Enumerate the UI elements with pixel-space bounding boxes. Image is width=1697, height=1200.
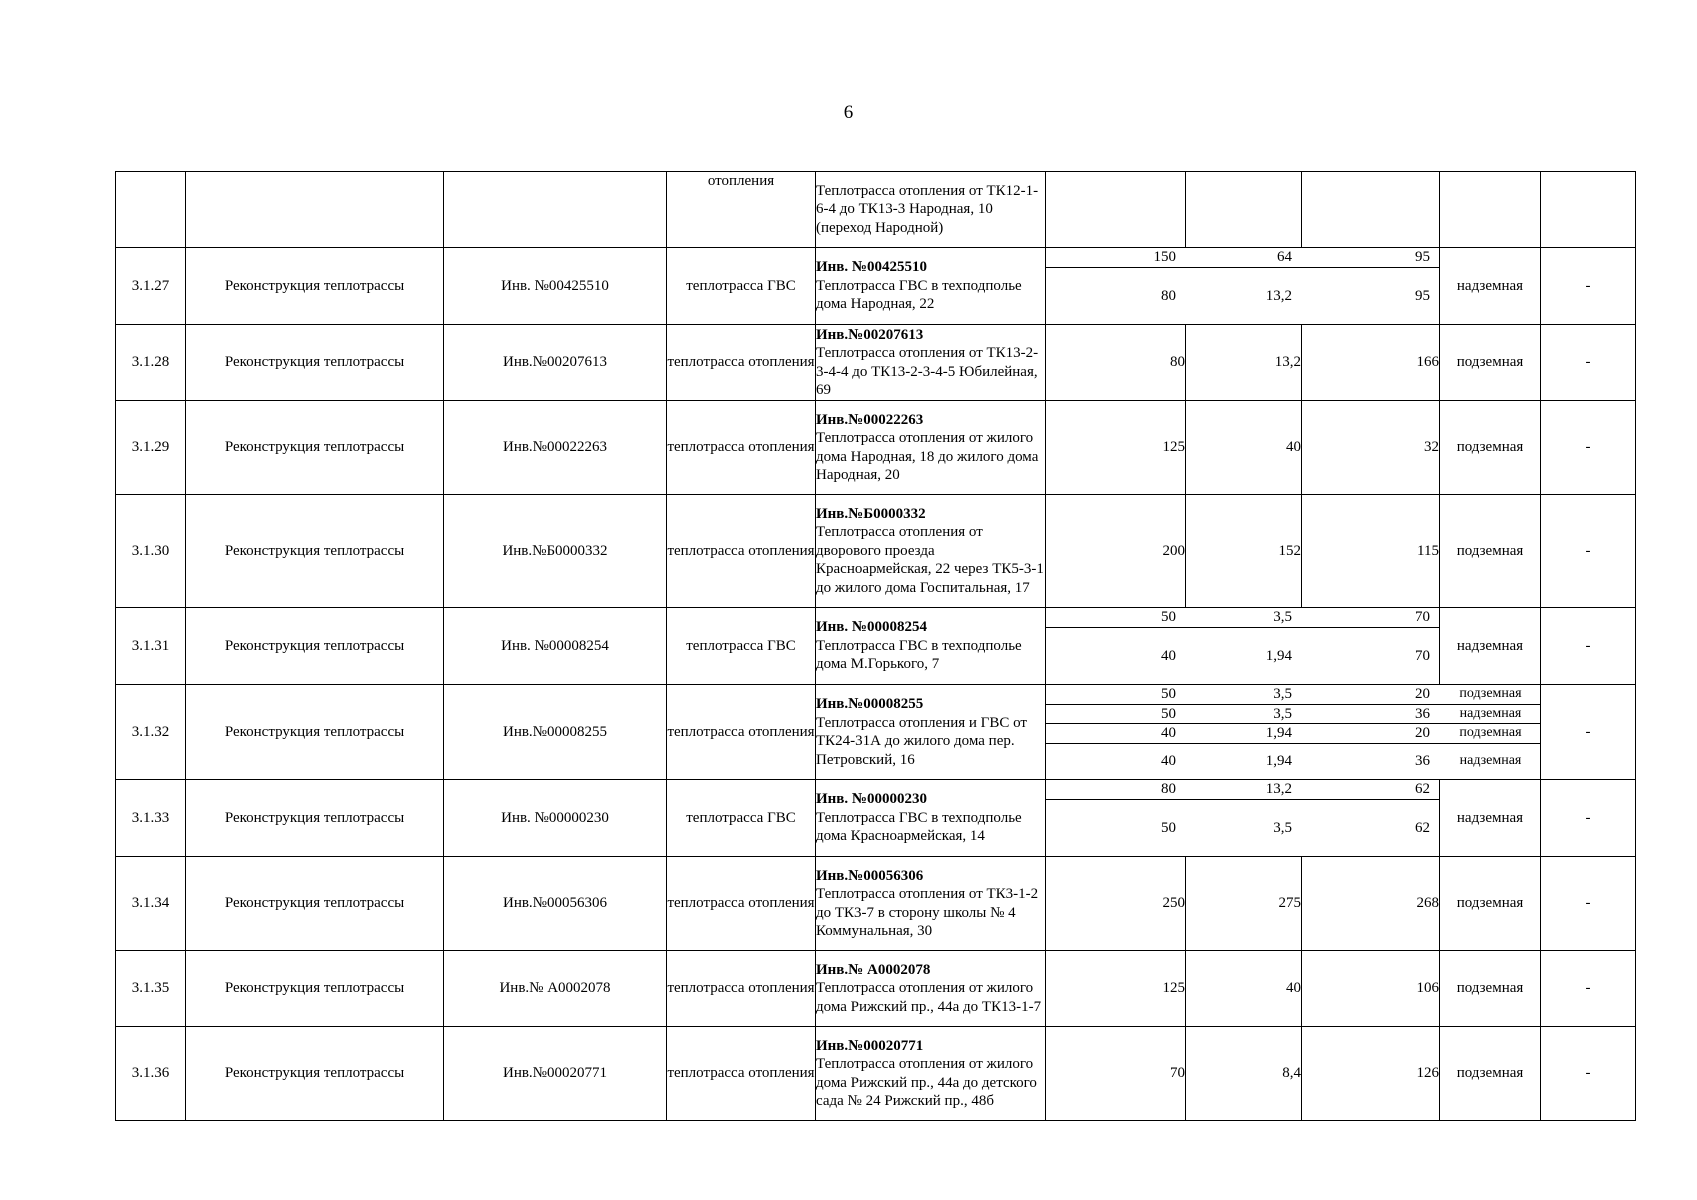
- length: 62: [1302, 780, 1440, 799]
- placement: надземная: [1440, 608, 1541, 685]
- pipe-segments: [1046, 780, 1440, 857]
- table-row: [116, 495, 1636, 608]
- segment-row: [1046, 799, 1440, 856]
- cell-no: [116, 172, 186, 248]
- dash-cell: -: [1541, 248, 1636, 325]
- diameter: 250: [1046, 857, 1186, 951]
- s-value: 1,94: [1265, 647, 1292, 664]
- cell-type: отопления: [667, 172, 816, 248]
- description: [816, 951, 1046, 1027]
- table-row: [116, 780, 1636, 857]
- description-text: Теплотрасса отопления и ГВС от ТК24-31А до жилого дома пер. Петровский, 16: [816, 714, 1027, 768]
- work-name: Реконструкция теплотрассы: [186, 780, 444, 857]
- row-number: 3.1.32: [116, 685, 186, 780]
- reconstruction-table: [115, 171, 1636, 1121]
- s-value: 13,2: [1186, 780, 1302, 799]
- dash-cell: -: [1541, 780, 1636, 857]
- work-name: Реконструкция теплотрассы: [186, 857, 444, 951]
- row-number: 3.1.30: [116, 495, 186, 608]
- table-row: [116, 248, 1636, 325]
- row-number: 3.1.27: [116, 248, 186, 325]
- placement: надземная: [1459, 753, 1522, 768]
- pipe-segments: [1046, 608, 1440, 685]
- dash-cell: -: [1541, 608, 1636, 685]
- diameter: 125: [1046, 401, 1186, 495]
- description: [816, 1027, 1046, 1121]
- segment-row: [1046, 248, 1440, 267]
- cell-placement: [1440, 172, 1541, 248]
- inventory-number: Инв.№00022263: [444, 401, 667, 495]
- row-number: 3.1.36: [116, 1027, 186, 1121]
- length: 20: [1302, 685, 1440, 704]
- work-name: Реконструкция теплотрассы: [186, 1027, 444, 1121]
- placement: подземная: [1440, 685, 1541, 704]
- description: [816, 325, 1046, 401]
- segment-row: [1046, 724, 1541, 744]
- cell-desc: Теплотрасса отопления от ТК12-1-6-4 до ТК13-3 Народная, 10 (переход Народной): [816, 172, 1046, 248]
- segment-row: [1046, 608, 1440, 627]
- segment-row: [1046, 704, 1541, 724]
- row-number: 3.1.35: [116, 951, 186, 1027]
- network-type: теплотрасса ГВС: [667, 780, 816, 857]
- diameter: 50: [1161, 819, 1176, 836]
- length: 20: [1302, 724, 1440, 744]
- network-type: теплотрасса отопления: [667, 951, 816, 1027]
- work-name: Реконструкция теплотрассы: [186, 325, 444, 401]
- cell-s: [1186, 172, 1302, 248]
- placement: надземная: [1440, 780, 1541, 857]
- s-value: 3,5: [1186, 608, 1302, 627]
- cell-dash: [1541, 172, 1636, 248]
- placement: подземная: [1440, 951, 1541, 1027]
- network-type: теплотрасса отопления: [667, 1027, 816, 1121]
- description-text: Теплотрасса отопления от жилого дома Рижский пр., 44а до детского сада № 24 Рижский пр., 48б: [816, 1056, 1037, 1109]
- length: 95: [1415, 287, 1430, 304]
- segment-row: [1046, 685, 1541, 704]
- description-inv: Инв.№ А0002078: [816, 961, 931, 978]
- diameter: 125: [1046, 951, 1186, 1027]
- segment-row: [1046, 743, 1541, 779]
- length: 32: [1302, 401, 1440, 495]
- s-value: 3,5: [1273, 819, 1292, 836]
- work-name: Реконструкция теплотрассы: [186, 951, 444, 1027]
- s-value: 275: [1186, 857, 1302, 951]
- description-inv: Инв.№00022263: [816, 411, 924, 428]
- diameter: 80: [1046, 780, 1186, 799]
- s-value: 13,2: [1265, 287, 1292, 304]
- network-type: теплотрасса отопления: [667, 325, 816, 401]
- s-value: 3,5: [1186, 685, 1302, 704]
- row-number: 3.1.33: [116, 780, 186, 857]
- s-value: 40: [1186, 951, 1302, 1027]
- description: [816, 780, 1046, 857]
- diameter: 80: [1161, 287, 1176, 304]
- dash-cell: -: [1541, 685, 1636, 780]
- length: 36: [1415, 753, 1430, 769]
- description: [816, 685, 1046, 780]
- description: [816, 248, 1046, 325]
- table-row: [116, 1027, 1636, 1121]
- diameter: 80: [1046, 325, 1186, 401]
- length: 70: [1415, 647, 1430, 664]
- description-inv: Инв.№00207613: [816, 326, 924, 343]
- table-row: [116, 951, 1636, 1027]
- diameter: 40: [1161, 647, 1176, 664]
- description: [816, 401, 1046, 495]
- description-text: Теплотрасса ГВС в техподполье дома Народная, 22: [816, 277, 1022, 313]
- diameter: 70: [1046, 1027, 1186, 1121]
- dash-cell: -: [1541, 495, 1636, 608]
- table-row: [116, 685, 1636, 780]
- length: 62: [1415, 819, 1430, 836]
- diameter: 40: [1161, 753, 1176, 769]
- placement: подземная: [1440, 857, 1541, 951]
- work-name: Реконструкция теплотрассы: [186, 248, 444, 325]
- inventory-number: Инв. №00008254: [444, 608, 667, 685]
- description: [816, 857, 1046, 951]
- description: [816, 608, 1046, 685]
- inventory-number: Инв.№00207613: [444, 325, 667, 401]
- row-number: 3.1.31: [116, 608, 186, 685]
- diameter: 150: [1046, 248, 1186, 267]
- diameter: 50: [1046, 685, 1186, 704]
- placement: подземная: [1440, 1027, 1541, 1121]
- row-number: 3.1.29: [116, 401, 186, 495]
- inventory-number: Инв.№00008255: [444, 685, 667, 780]
- diameter: 40: [1046, 724, 1186, 744]
- segment-row: [1046, 627, 1440, 684]
- description-text: Теплотрасса ГВС в техподполье дома Красноармейская, 14: [816, 809, 1022, 845]
- work-name: Реконструкция теплотрассы: [186, 495, 444, 608]
- description-inv: Инв. №00425510: [816, 259, 927, 276]
- cell-name: [186, 172, 444, 248]
- diameter: 50: [1046, 608, 1186, 627]
- placement: надземная: [1440, 704, 1541, 724]
- row-number: 3.1.34: [116, 857, 186, 951]
- placement: подземная: [1440, 495, 1541, 608]
- inventory-number: Инв. №00425510: [444, 248, 667, 325]
- length: 115: [1302, 495, 1440, 608]
- continuation-row: [116, 172, 1636, 248]
- table-row: [116, 608, 1636, 685]
- work-name: Реконструкция теплотрассы: [186, 608, 444, 685]
- diameter: 200: [1046, 495, 1186, 608]
- cell-inv: [444, 172, 667, 248]
- s-value: 40: [1186, 401, 1302, 495]
- description-text: Теплотрасса отопления от жилого дома Рижский пр., 44а до ТК13-1-7: [816, 980, 1042, 1015]
- table-row: [116, 325, 1636, 401]
- dash-cell: -: [1541, 951, 1636, 1027]
- inventory-number: Инв.№00056306: [444, 857, 667, 951]
- pipe-segments: [1046, 248, 1440, 325]
- description-text: Теплотрасса отопления от жилого дома Народная, 18 до жилого дома Народная, 20: [816, 430, 1039, 483]
- network-type: теплотрасса отопления: [667, 685, 816, 780]
- page-number: 6: [843, 102, 854, 123]
- segment-row: [1046, 780, 1440, 799]
- s-value: 8,4: [1186, 1027, 1302, 1121]
- length: 268: [1302, 857, 1440, 951]
- dash-cell: -: [1541, 401, 1636, 495]
- inventory-number: Инв. №00000230: [444, 780, 667, 857]
- cell-length: [1302, 172, 1440, 248]
- description-text: Теплотрасса отопления от дворового проезда Красноармейская, 22 через ТК5-3-1 до жилого дома Госпитальная, 17: [816, 524, 1044, 596]
- description-text: Теплотрасса отопления от ТК3-1-2 до ТК3-7 в сторону школы № 4 Коммунальная, 30: [816, 886, 1039, 939]
- description-inv: Инв. №00008254: [816, 619, 927, 636]
- diameter: 50: [1046, 704, 1186, 724]
- row-number: 3.1.28: [116, 325, 186, 401]
- description-inv: Инв.№00008255: [816, 696, 924, 712]
- description-text: Теплотрасса отопления от ТК13-2-3-4-4 до ТК13-2-3-4-5 Юбилейная, 69: [816, 345, 1039, 398]
- segment-row: [1046, 267, 1440, 324]
- network-type: теплотрасса отопления: [667, 495, 816, 608]
- dash-cell: -: [1541, 325, 1636, 401]
- s-value: 64: [1186, 248, 1302, 267]
- network-type: теплотрасса отопления: [667, 401, 816, 495]
- placement: надземная: [1440, 248, 1541, 325]
- description-text: Теплотрасса ГВС в техподполье дома М.Горького, 7: [816, 637, 1022, 673]
- s-value: 1,94: [1186, 724, 1302, 744]
- dash-cell: -: [1541, 857, 1636, 951]
- length: 36: [1302, 704, 1440, 724]
- placement: подземная: [1440, 401, 1541, 495]
- network-type: теплотрасса ГВС: [667, 608, 816, 685]
- inventory-number: Инв.№00020771: [444, 1027, 667, 1121]
- network-type: теплотрасса отопления: [667, 857, 816, 951]
- placement: подземная: [1440, 724, 1541, 744]
- work-name: Реконструкция теплотрассы: [186, 685, 444, 780]
- length: 126: [1302, 1027, 1440, 1121]
- s-value: 13,2: [1186, 325, 1302, 401]
- description-inv: Инв.№00056306: [816, 867, 924, 884]
- cell-diameter: [1046, 172, 1186, 248]
- work-name: Реконструкция теплотрассы: [186, 401, 444, 495]
- length: 70: [1302, 608, 1440, 627]
- description-inv: Инв.№00020771: [816, 1037, 924, 1054]
- inventory-number: Инв.№Б0000332: [444, 495, 667, 608]
- length: 166: [1302, 325, 1440, 401]
- length: 106: [1302, 951, 1440, 1027]
- description-inv: Инв. №00000230: [816, 791, 927, 808]
- network-type: теплотрасса ГВС: [667, 248, 816, 325]
- description-inv: Инв.№Б0000332: [816, 505, 926, 522]
- placement: подземная: [1440, 325, 1541, 401]
- s-value: 3,5: [1186, 704, 1302, 724]
- pipe-segments: [1046, 685, 1541, 780]
- inventory-number: Инв.№ А0002078: [444, 951, 667, 1027]
- s-value: 152: [1186, 495, 1302, 608]
- s-value: 1,94: [1265, 753, 1292, 769]
- dash-cell: -: [1541, 1027, 1636, 1121]
- description: [816, 495, 1046, 608]
- length: 95: [1302, 248, 1440, 267]
- table-row: [116, 857, 1636, 951]
- table-row: [116, 401, 1636, 495]
